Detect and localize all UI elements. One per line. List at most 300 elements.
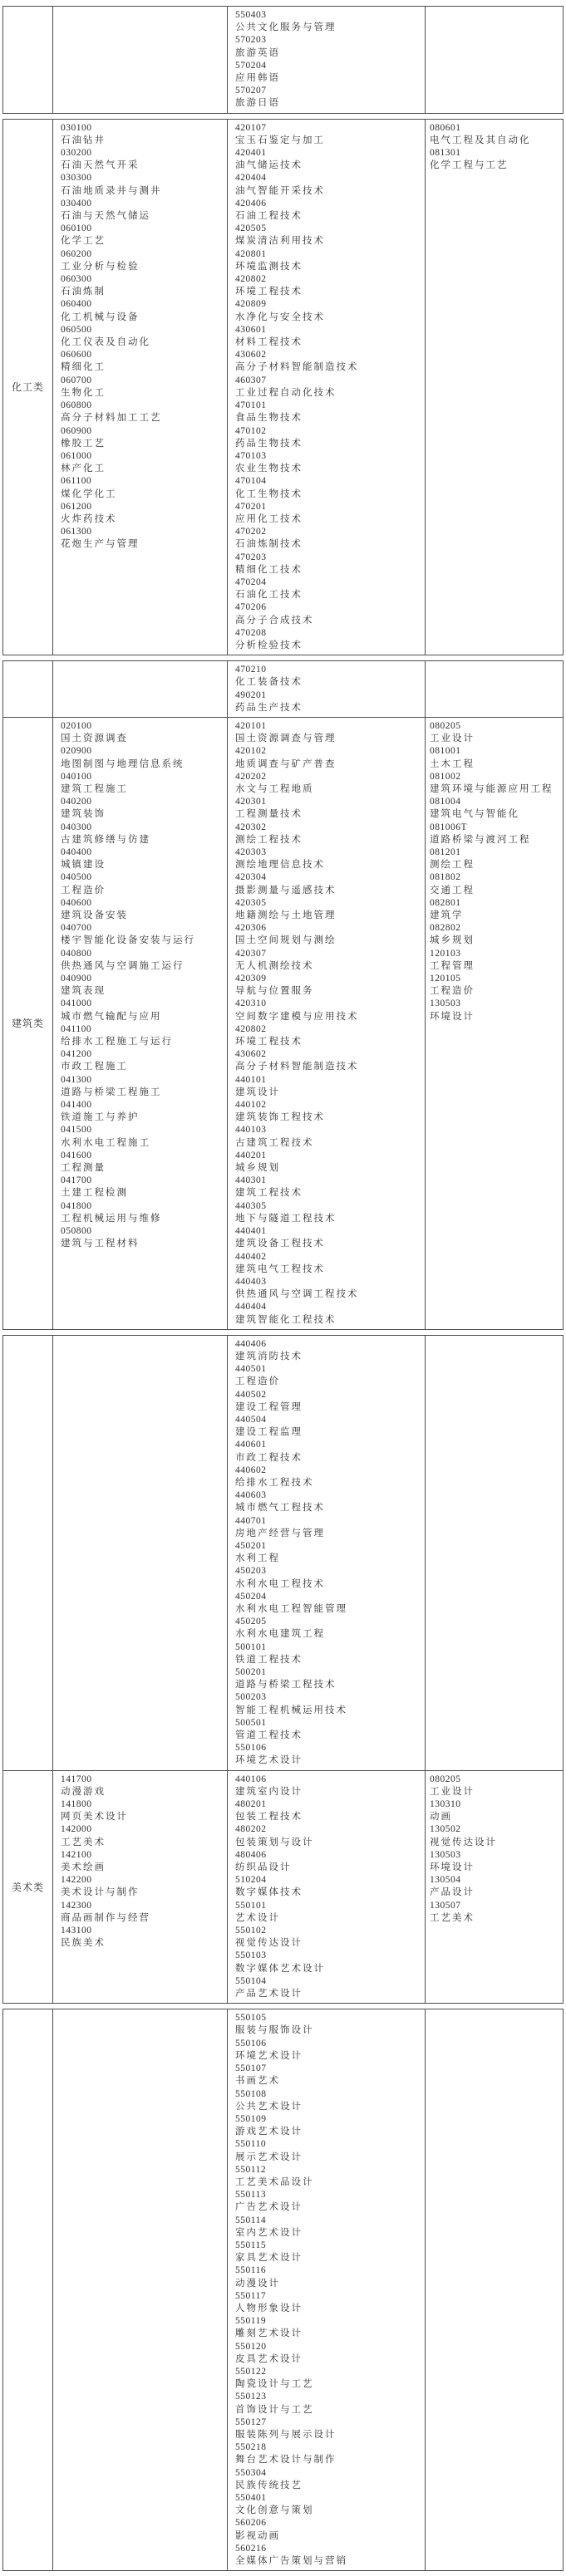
major-name: 花炮生产与管理 [61, 539, 140, 550]
major-name: 建筑装饰 [61, 809, 106, 820]
major-code: 142300 [61, 1900, 92, 1911]
major-entry [235, 400, 420, 424]
major-entry [61, 1798, 217, 1823]
major-code: 550107 [235, 2063, 267, 2074]
major-entry [235, 1950, 420, 1975]
major-code: 450201 [235, 1540, 267, 1551]
major-entry [235, 2492, 420, 2517]
major-code: 041200 [61, 1049, 92, 1060]
major-name: 橡胶工艺 [61, 438, 106, 449]
major-name: 管道工程技术 [235, 1730, 303, 1741]
major-code: 420401 [235, 148, 267, 159]
major-name: 产品设计 [430, 1887, 475, 1898]
major-code: 550403 [235, 10, 267, 20]
major-name: 药品生物技术 [235, 438, 303, 449]
major-name: 工程测量技术 [235, 809, 303, 820]
major-entry [61, 720, 217, 745]
major-entry [235, 375, 420, 400]
major-name: 分析检验技术 [235, 640, 303, 650]
major-entry [235, 948, 420, 973]
major-code: 510204 [235, 1875, 267, 1886]
major-name: 工业设计 [430, 734, 475, 744]
major-entry [430, 147, 559, 172]
major-code: 420107 [235, 122, 267, 133]
major-name: 化工仪表及自动化 [61, 337, 150, 348]
major-entry [235, 2012, 420, 2037]
major-entry [235, 1900, 420, 1925]
major-entry [235, 2215, 420, 2240]
major-name: 工程测量 [61, 1163, 106, 1174]
major-entry [235, 147, 420, 172]
major-entry [235, 85, 420, 110]
majors-col4-cell [425, 1771, 563, 2004]
major-name: 动画 [430, 1812, 452, 1823]
major-code: 440406 [235, 1338, 267, 1349]
major-name: 全媒体广告策划与营销 [235, 2556, 347, 2567]
major-name: 测绘地理信息技术 [235, 860, 325, 871]
major-name: 网页美术设计 [61, 1812, 128, 1823]
major-entry [235, 2138, 420, 2163]
majors-col2-cell [52, 661, 227, 717]
major-entry [430, 720, 559, 745]
major-name: 地图制图与地理信息系统 [61, 758, 185, 769]
table-root [0, 6, 566, 2571]
major-name: 水利水电工程技术 [235, 1578, 325, 1589]
major-name: 智能工程机械运用技术 [235, 1705, 347, 1715]
major-name: 产品艺术设计 [235, 1989, 303, 1999]
major-entry [61, 147, 217, 172]
major-entry [235, 1301, 420, 1326]
major-name: 土建工程检测 [61, 1188, 128, 1199]
major-code: 040500 [61, 872, 92, 883]
major-entry [235, 450, 420, 475]
major-name: 古建筑工程技术 [235, 1137, 314, 1148]
major-entry [235, 9, 420, 34]
major-entry [430, 846, 559, 871]
major-name: 城镇建设 [61, 860, 106, 871]
major-name: 工程造价 [235, 1376, 280, 1387]
major-name: 数字媒体艺术设计 [235, 1963, 325, 1974]
major-code: 440201 [235, 1150, 267, 1160]
major-name: 土木工程 [430, 758, 475, 769]
table-row [3, 1770, 563, 2004]
major-code: 041700 [61, 1175, 92, 1186]
major-entry [235, 2189, 420, 2214]
table-block-4 [2, 1335, 564, 2004]
major-code: 550127 [235, 2417, 267, 2427]
major-code: 450204 [235, 1591, 267, 1602]
major-entry [61, 922, 217, 947]
major-code: 500101 [235, 1641, 267, 1652]
major-entry [235, 349, 420, 374]
major-entry [235, 1641, 420, 1666]
major-entry [235, 2517, 420, 2542]
major-entry [61, 1874, 217, 1899]
major-entry [235, 1515, 420, 1540]
major-code: 120103 [430, 948, 461, 959]
major-entry [235, 1925, 420, 1950]
major-code: 550109 [235, 2113, 267, 2124]
major-name: 首饰设计与工艺 [235, 2404, 314, 2415]
major-entry [235, 122, 420, 147]
major-entry [235, 1591, 420, 1616]
major-entry [235, 871, 420, 896]
major-entry [61, 475, 217, 500]
major-name: 道路桥梁与渡河工程 [430, 834, 531, 845]
major-code: 060800 [61, 400, 92, 411]
major-name: 化工装备技术 [235, 677, 303, 688]
major-name: 书画艺术 [235, 2076, 280, 2087]
major-name: 火炸药技术 [61, 513, 117, 524]
major-entry [61, 298, 217, 323]
major-name: 工艺美术品设计 [235, 2176, 314, 2187]
major-code: 550103 [235, 1950, 267, 1961]
major-code: 470203 [235, 552, 267, 562]
major-entry [235, 771, 420, 796]
major-code: 440301 [235, 1175, 267, 1186]
major-code: 040600 [61, 897, 92, 908]
major-name: 数字媒体技术 [235, 1887, 303, 1898]
major-name: 油气储运技术 [235, 160, 303, 171]
major-code: 440404 [235, 1302, 267, 1313]
major-name: 家具艺术设计 [235, 2253, 303, 2264]
major-entry [61, 1925, 217, 1950]
major-name: 文化创意与策划 [235, 2505, 314, 2516]
major-entry [235, 1616, 420, 1641]
major-code: 130507 [430, 1900, 461, 1911]
major-code: 060400 [61, 299, 92, 310]
major-code: 480201 [235, 1799, 267, 1810]
major-code: 061300 [61, 527, 92, 537]
major-name: 城乡规划 [235, 1163, 280, 1174]
major-name: 环境工程技术 [235, 1037, 303, 1048]
major-name: 建筑环境与能源应用工程 [430, 783, 554, 794]
major-entry [235, 1798, 420, 1823]
major-code: 081201 [430, 847, 461, 857]
major-name: 铁道施工与养护 [61, 1112, 140, 1123]
major-code: 550108 [235, 2088, 267, 2099]
major-code: 040700 [61, 923, 92, 934]
majors-col2-cell [52, 718, 227, 1329]
major-name: 石油与天然气储运 [61, 211, 150, 222]
major-entry [235, 2164, 420, 2189]
major-code: 420301 [235, 797, 267, 807]
major-name: 工业分析与检验 [61, 261, 140, 272]
major-code: 430601 [235, 324, 267, 335]
major-code: 081006T [430, 822, 468, 832]
major-name: 公共文化服务与管理 [235, 22, 337, 33]
major-entry [235, 1691, 420, 1716]
major-entry [235, 2290, 420, 2315]
major-entry [235, 34, 420, 59]
major-code: 550105 [235, 2013, 267, 2024]
major-name: 工程造价 [430, 986, 475, 997]
major-entry [235, 922, 420, 947]
major-code: 450203 [235, 1566, 267, 1577]
major-code: 440502 [235, 1389, 267, 1400]
major-entry [235, 475, 420, 500]
major-code: 420310 [235, 999, 267, 1009]
major-name: 国土资源调查 [61, 734, 128, 744]
major-name: 人物形象设计 [235, 2303, 303, 2313]
major-name: 建筑电气与智能化 [430, 809, 519, 820]
major-name: 测绘工程 [430, 860, 475, 871]
major-code: 130503 [430, 1849, 461, 1860]
major-code: 420303 [235, 847, 267, 857]
major-code: 440603 [235, 1490, 267, 1501]
major-name: 无人机测绘技术 [235, 960, 314, 971]
major-entry [235, 1465, 420, 1489]
major-name: 水文与工程地质 [235, 783, 314, 794]
major-code: 500501 [235, 1717, 267, 1728]
major-code: 143100 [61, 1926, 92, 1936]
major-code: 430602 [235, 1049, 267, 1060]
major-entry [235, 1717, 420, 1742]
category-cell [3, 1336, 52, 1770]
major-name: 民族传统技艺 [235, 2480, 303, 2490]
major-entry [430, 998, 559, 1023]
major-entry [235, 577, 420, 601]
major-name: 建筑工程技术 [235, 1188, 303, 1199]
major-name: 城市燃气工程技术 [235, 1503, 325, 1514]
major-entry [235, 1225, 420, 1250]
major-name: 市政工程技术 [235, 1452, 303, 1463]
major-entry [61, 1099, 217, 1124]
major-code: 130502 [430, 1824, 461, 1835]
majors-col2-cell [52, 120, 227, 655]
major-entry [235, 1363, 420, 1388]
major-name: 古建筑修缮与仿建 [61, 834, 150, 845]
major-entry [430, 1774, 559, 1798]
major-entry [61, 871, 217, 896]
major-code: 490201 [235, 689, 267, 700]
major-entry [61, 248, 217, 273]
major-name: 高分子合成技术 [235, 615, 314, 626]
major-entry [235, 2417, 420, 2441]
major-code: 550116 [235, 2265, 267, 2276]
major-entry [235, 526, 420, 551]
major-name: 建筑工程施工 [61, 783, 128, 794]
major-entry [235, 1251, 420, 1276]
major-name: 建筑表现 [61, 986, 106, 997]
major-entry [61, 1074, 217, 1099]
major-name: 城市燃气输配与应用 [61, 1011, 162, 1022]
major-name: 水利工程 [235, 1553, 280, 1564]
major-entry [430, 822, 559, 846]
major-code: 440701 [235, 1515, 267, 1526]
major-entry [235, 248, 420, 273]
category-cell [3, 2009, 52, 2570]
major-entry [235, 1823, 420, 1848]
major-entry [430, 871, 559, 896]
major-code: 060700 [61, 375, 92, 385]
major-code: 041500 [61, 1125, 92, 1136]
major-name: 导航与位置服务 [235, 986, 314, 997]
major-entry [61, 450, 217, 475]
major-code: 550113 [235, 2190, 267, 2201]
major-entry [61, 771, 217, 796]
major-code: 120105 [430, 974, 461, 984]
majors-col3-cell [227, 120, 425, 655]
major-name: 空间数字建模与应用技术 [235, 1011, 359, 1022]
majors-col2-cell [52, 1336, 227, 1770]
major-name: 地质调查与矿产普查 [235, 758, 337, 769]
major-entry [235, 2088, 420, 2113]
major-code: 040400 [61, 847, 92, 857]
major-entry [61, 122, 217, 147]
major-entry [235, 822, 420, 846]
category-cell [3, 7, 52, 113]
major-name: 建筑智能化工程技术 [235, 1314, 337, 1325]
major-code: 130503 [430, 999, 461, 1009]
major-entry [235, 552, 420, 577]
major-name: 精细化工 [61, 362, 106, 373]
major-entry [235, 720, 420, 745]
major-code: 570203 [235, 35, 267, 46]
major-code: 440106 [235, 1774, 267, 1784]
table-row [3, 661, 563, 717]
major-code: 420802 [235, 1023, 267, 1034]
major-name: 给排水工程施工与运行 [61, 1037, 173, 1048]
major-entry [235, 1389, 420, 1414]
majors-col4-cell [425, 718, 563, 1329]
major-name: 建筑室内设计 [235, 1786, 303, 1797]
major-code: 060200 [61, 248, 92, 259]
major-name: 工艺美术 [61, 1837, 106, 1847]
major-entry [235, 1099, 420, 1124]
major-code: 082802 [430, 923, 461, 934]
major-code: 440103 [235, 1125, 267, 1136]
major-entry [61, 1200, 217, 1225]
major-entry [61, 745, 217, 770]
category-label: 建筑类 [11, 1018, 44, 1030]
majors-col3-cell [227, 1336, 425, 1770]
major-name: 工业设计 [430, 1786, 475, 1797]
major-code: 081004 [430, 797, 461, 807]
major-entry [61, 1048, 217, 1073]
major-name: 应用韩语 [235, 73, 280, 84]
major-code: 550112 [235, 2164, 267, 2175]
major-entry [235, 324, 420, 349]
major-entry [235, 998, 420, 1023]
major-name: 石油炼制 [61, 287, 106, 297]
major-code: 450205 [235, 1617, 267, 1627]
major-code: 550119 [235, 2316, 267, 2327]
major-code: 470102 [235, 425, 267, 436]
major-name: 陶瓷设计与工艺 [235, 2379, 314, 2390]
major-code: 440403 [235, 1276, 267, 1287]
major-code: 080601 [430, 122, 461, 133]
major-name: 建筑装饰工程技术 [235, 1112, 325, 1123]
major-code: 040800 [61, 948, 92, 959]
major-name: 石油工程技术 [235, 211, 303, 222]
major-code: 030300 [61, 173, 92, 184]
major-name: 化学工程与工艺 [430, 160, 509, 171]
major-code: 080205 [430, 1774, 461, 1784]
major-name: 工业过程自动化技术 [235, 387, 337, 398]
majors-col4-cell [425, 120, 563, 655]
major-name: 民族美术 [61, 1938, 106, 1949]
majors-col4-cell [425, 7, 563, 113]
category-cell [3, 718, 52, 1329]
major-entry [235, 1975, 420, 2000]
major-code: 560206 [235, 2518, 267, 2529]
major-entry [430, 1849, 559, 1874]
major-entry [61, 973, 217, 998]
major-entry [430, 897, 559, 922]
major-entry [430, 745, 559, 770]
major-name: 精细化工技术 [235, 564, 303, 575]
major-entry [235, 60, 420, 85]
major-code: 020900 [61, 746, 92, 757]
major-entry [61, 1225, 217, 1250]
majors-col4-cell [425, 2009, 563, 2570]
major-entry [235, 1200, 420, 1225]
major-name: 旅游英语 [235, 47, 280, 58]
major-code: 560216 [235, 2543, 267, 2554]
major-code: 082801 [430, 897, 461, 908]
major-code: 041100 [61, 1023, 92, 1034]
major-entry [235, 689, 420, 714]
major-entry [61, 400, 217, 424]
major-code: 060100 [61, 223, 92, 234]
major-entry [61, 1774, 217, 1798]
major-name: 公共艺术设计 [235, 2101, 303, 2112]
major-name: 环境艺术设计 [235, 2050, 303, 2061]
major-name: 艺术设计 [235, 1912, 280, 1923]
major-code: 420306 [235, 923, 267, 934]
major-entry [235, 2264, 420, 2289]
major-code: 030200 [61, 148, 92, 159]
major-code: 550106 [235, 2038, 267, 2049]
major-entry [430, 771, 559, 796]
major-code: 061000 [61, 450, 92, 461]
major-entry [430, 948, 559, 973]
major-entry [61, 1849, 217, 1874]
major-entry [235, 1489, 420, 1514]
major-code: 550218 [235, 2442, 267, 2453]
major-entry [61, 1150, 217, 1175]
major-entry [235, 1276, 420, 1301]
major-name: 视觉传达设计 [430, 1837, 497, 1847]
major-code: 142100 [61, 1849, 92, 1860]
major-name: 高分子材料加工工艺 [61, 413, 162, 424]
major-code: 550304 [235, 2467, 267, 2478]
major-code: 420309 [235, 974, 267, 984]
major-code: 420302 [235, 822, 267, 832]
major-entry [235, 2467, 420, 2492]
major-code: 041400 [61, 1100, 92, 1111]
major-entry [61, 526, 217, 551]
majors-col3-cell [227, 7, 425, 113]
category-label: 美术类 [11, 1881, 44, 1893]
major-name: 视觉传达设计 [235, 1938, 303, 1949]
major-entry [61, 796, 217, 821]
major-code: 130504 [430, 1875, 461, 1886]
major-entry [235, 273, 420, 298]
major-name: 美术绘画 [61, 1862, 106, 1873]
major-code: 420404 [235, 173, 267, 184]
major-entry [235, 2063, 420, 2088]
major-entry [61, 349, 217, 374]
major-code: 061200 [61, 501, 92, 512]
major-entry [235, 2441, 420, 2466]
major-entry [235, 1565, 420, 1590]
major-entry [235, 223, 420, 248]
major-code: 060500 [61, 324, 92, 335]
majors-col3-cell [227, 718, 425, 1329]
majors-col4-cell [425, 1336, 563, 1770]
